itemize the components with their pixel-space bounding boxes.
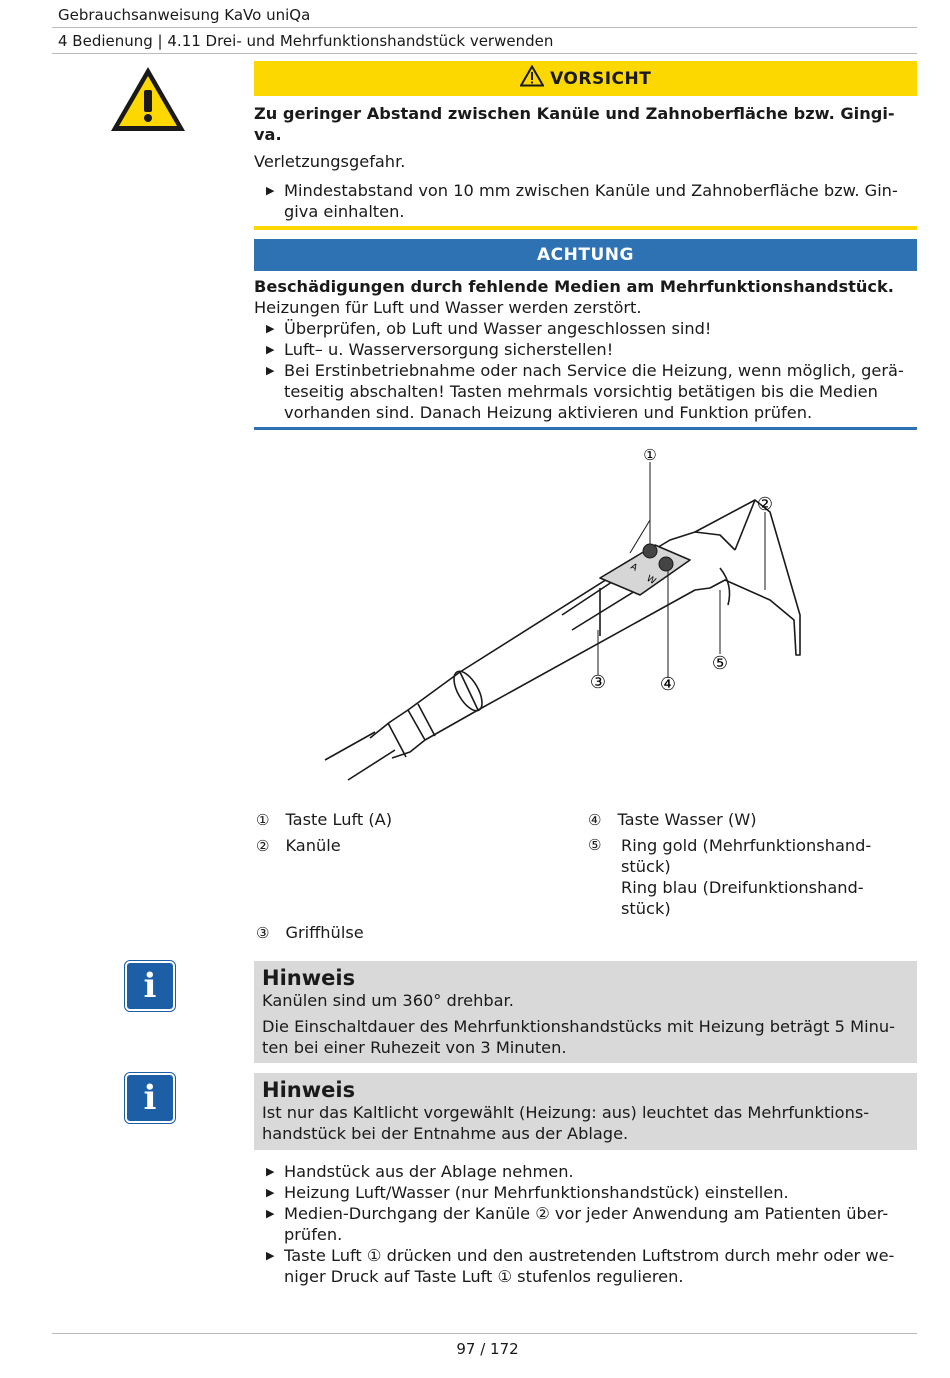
- callout-1: ①: [643, 446, 657, 464]
- caution-label: VORSICHT: [550, 69, 652, 89]
- hint-title: Hinweis: [262, 1078, 356, 1102]
- bullet-arrow-icon: ▶: [266, 1207, 275, 1220]
- callout-4: ④: [659, 674, 677, 695]
- caution-banner: [254, 61, 917, 96]
- footer-divider: [52, 1333, 917, 1334]
- callout-3: ③: [589, 672, 607, 693]
- header-divider: [52, 27, 917, 28]
- callout-5: ⑤: [711, 653, 729, 674]
- hint-text: Kanülen sind um 360° drehbar.: [262, 991, 514, 1010]
- hint-box: [254, 961, 917, 1063]
- page-number: 97 / 172: [456, 1340, 519, 1358]
- notice-text: Heizungen für Luft und Wasser werden zerstört.: [254, 298, 642, 317]
- notice-end-rule: [254, 427, 917, 430]
- bullet-arrow-icon: ▶: [266, 1165, 275, 1178]
- instruction-step: ▶ Heizung Luft/Wasser (nur Mehrfunktionshandstück) einstellen.: [266, 1183, 789, 1202]
- document-title: Gebrauchsanweisung KaVo uniQa: [58, 6, 311, 24]
- button-letter-w: W: [644, 573, 658, 588]
- header-divider: [52, 53, 917, 54]
- caution-text: Verletzungsgefahr.: [254, 152, 406, 171]
- bullet-arrow-icon: ▶: [266, 1249, 275, 1262]
- notice-step: ▶ Luft– u. Wasserversorgung sicherstellen!: [266, 340, 614, 359]
- hint-title: Hinweis: [262, 966, 356, 990]
- caution-step: ▶ Mindestabstand von 10 mm zwischen Kanüle und Zahnoberfläche bzw. Gin- giva einhalten.: [266, 181, 898, 221]
- notice-heading: Beschädigungen durch fehlende Medien am Mehrfunktionshandstück.: [254, 277, 894, 296]
- handpiece-illustration: [300, 440, 840, 800]
- info-icon: i: [125, 961, 175, 1011]
- button-letter-a: A: [628, 561, 639, 574]
- instruction-step: ▶ Handstück aus der Ablage nehmen.: [266, 1162, 574, 1181]
- bullet-arrow-icon: ▶: [266, 322, 275, 335]
- instruction-step: ▶ Medien-Durchgang der Kanüle ② vor jeder Anwendung am Patienten über- prüfen.: [266, 1204, 889, 1244]
- section-breadcrumb: 4 Bedienung | 4.11 Drei- und Mehrfunktionshandstück verwenden: [58, 32, 554, 50]
- instruction-step: ▶ Taste Luft ① drücken und den austretenden Luftstrom durch mehr oder we- niger Druck auf Taste Luft ① stufenlos regulieren.: [266, 1246, 895, 1286]
- notice-step: ▶ Bei Erstinbetriebnahme oder nach Service die Heizung, wenn möglich, gerä- teseitig abschalten! Tasten mehrmals vorsichtig betätigen bis die Medien vorhanden sind. Danach Heizung aktivieren und Funktion prüfen.: [266, 361, 904, 422]
- info-icon: i: [125, 1073, 175, 1123]
- legend-item-3: ③ Griffhülse: [256, 923, 364, 942]
- legend-item-4: ④ Taste Wasser (W): [588, 810, 757, 829]
- caution-end-rule: [254, 226, 917, 230]
- notice-step: ▶ Überprüfen, ob Luft und Wasser angeschlossen sind!: [266, 319, 712, 338]
- bullet-arrow-icon: ▶: [266, 364, 275, 377]
- hint-box: [254, 1073, 917, 1150]
- bullet-arrow-icon: ▶: [266, 184, 275, 197]
- hint-text: Ist nur das Kaltlicht vorgewählt (Heizung: aus) leuchtet das Mehrfunktions- handstück bei der Entnahme aus der Ablage.: [262, 1103, 870, 1143]
- bullet-arrow-icon: ▶: [266, 343, 275, 356]
- caution-heading: Zu geringer Abstand zwischen Kanüle und Zahnoberfläche bzw. Gingi- va.: [254, 104, 895, 144]
- small-warning-icon: [520, 65, 544, 87]
- legend-item-2: ② Kanüle: [256, 836, 341, 855]
- hint-text: Die Einschaltdauer des Mehrfunktionshandstücks mit Heizung beträgt 5 Minu- ten bei einer Ruhezeit von 3 Minuten.: [262, 1017, 895, 1057]
- bullet-arrow-icon: ▶: [266, 1186, 275, 1199]
- warning-triangle-icon: [108, 64, 188, 134]
- notice-banner: ACHTUNG: [254, 239, 917, 271]
- callout-2: ②: [756, 494, 774, 515]
- legend-item-1: ① Taste Luft (A): [256, 810, 393, 829]
- legend-item-5: ⑤ Ring gold (Mehrfunktionshand- stück) Ring blau (Dreifunktionshand- stück): [588, 836, 872, 918]
